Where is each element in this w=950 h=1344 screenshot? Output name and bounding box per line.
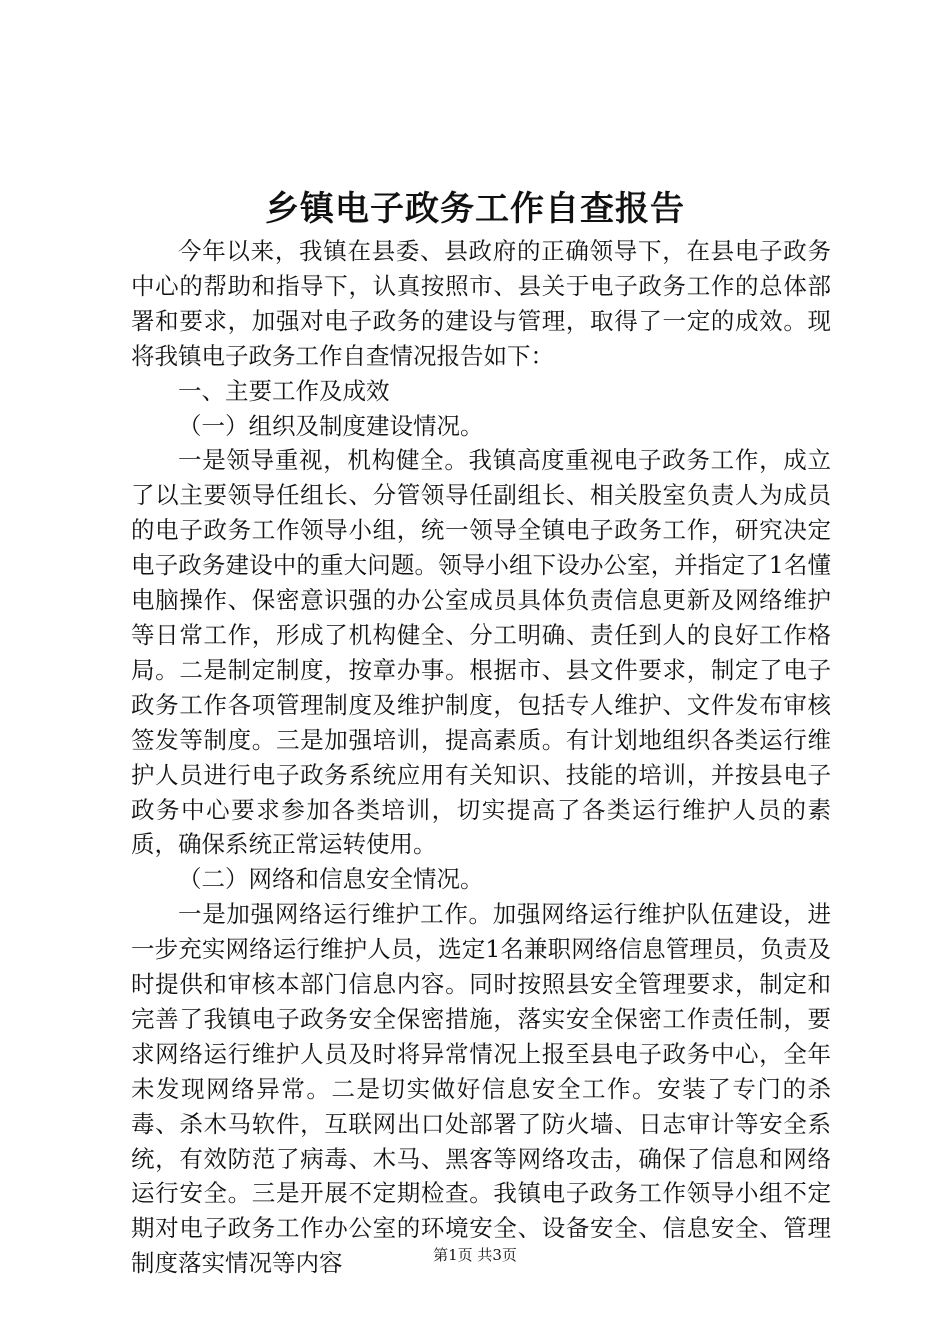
body-paragraph-1: 一是领导重视，机构健全。我镇高度重视电子政务工作，成立了以主要领导任组长、分管领导任副组长、相关股室负责人为成员的电子政务工作领导小组，统一领导全镇电子政务工作，研究决定电子政务建设中的重大问题。领导小组下设办公室，并指定了1名懂电脑操作、保密意识强的办公室成员具体负责信息更新及网络维护等日常工作，形成了机构健全、分工明确、责任到人的良好工作格局。二是制定制度，按章办事。根据市、县文件要求，制定了电子政务工作各项管理制度及维护制度，包括专人维护、文件发布审核签发等制度。三是加强培训，提高素质。有计划地组织各类运行维护人员进行电子政务系统应用有关知识、技能的培训，并按县电子政务中心要求参加各类培训，切实提高了各类运行维护人员的素质，确保系统正常运转使用。 xyxy=(131,446,831,859)
body-paragraph-2: 一是加强网络运行维护工作。加强网络运行维护队伍建设，进一步充实网络运行维护人员，选定1名兼职网络信息管理员，负责及时提供和审核本部门信息内容。同时按照县安全管理要求，制定和完善了我镇电子政务安全保密措施，落实安全保密工作责任制，要求网络运行维护人员及时将异常情况上报至县电子政务中心，全年未发现网络异常。二是切实做好信息安全工作。安装了专门的杀毒、杀木马软件，互联网出口处部署了防火墙、日志审计等安全系统，有效防范了病毒、木马、黑客等网络攻击，确保了信息和网络运行安全。三是开展不定期检查。我镇电子政务工作领导小组不定期对电子政务工作办公室的环境安全、设备安全、信息安全、管理制度落实情况等内容 xyxy=(131,900,831,1278)
document-title: 乡镇电子政务工作自查报告 xyxy=(265,189,685,229)
intro-paragraph: 今年以来，我镇在县委、县政府的正确领导下，在县电子政务中心的帮助和指导下，认真按照市、县关于电子政务工作的总体部署和要求，加强对电子政务的建设与管理，取得了一定的成效。现将我镇电子政务工作自查情况报告如下： xyxy=(131,237,831,370)
page-footer: 第1页 共3页 xyxy=(433,1246,517,1264)
subsection-heading-2: （二）网络和信息安全情况。 xyxy=(178,865,484,894)
subsection-heading-1: （一）组织及制度建设情况。 xyxy=(178,411,484,440)
document-body xyxy=(131,234,831,1281)
section-heading-1: 一、主要工作及成效 xyxy=(178,376,390,405)
